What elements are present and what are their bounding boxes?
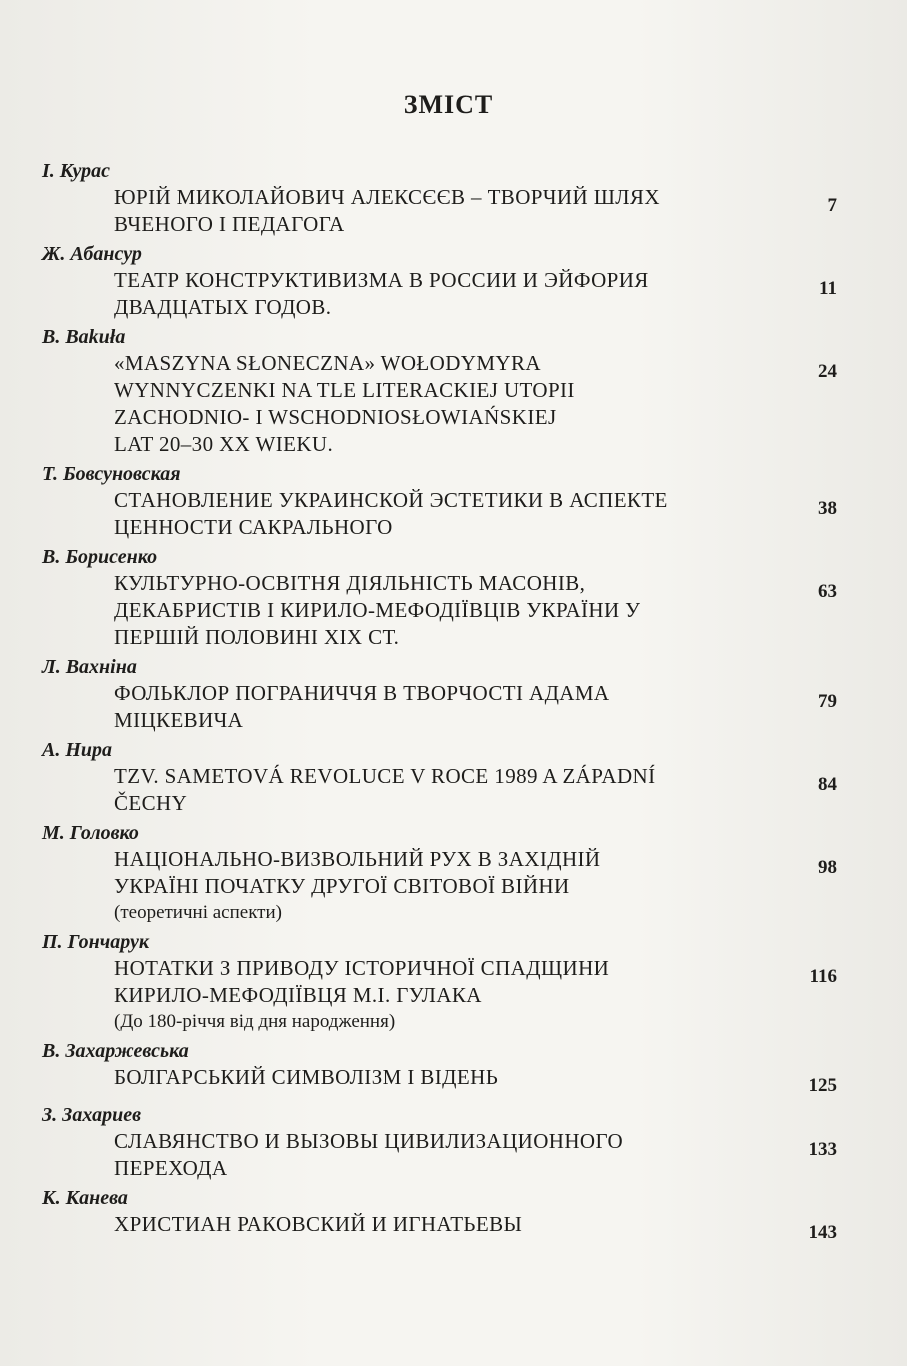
toc-entry: [40, 1038, 837, 1099]
entry-author: І. Курас: [42, 160, 110, 182]
entry-title-line: ВЧЕНОГО І ПЕДАГОГА: [114, 212, 345, 236]
entry-page-number: 38: [818, 498, 837, 519]
entry-title-line: КИРИЛО-МЕФОДІЇВЦЯ М.І. ГУЛАКА: [114, 983, 482, 1007]
entry-title-line: ХРИСТИАН РАКОВСКИЙ И ИГНАТЬЕВЫ: [114, 1212, 523, 1236]
entry-title-line: TZV. SAMETOVÁ REVOLUCE V ROCE 1989 A ZÁPADNÍ: [114, 764, 656, 788]
toc-entry: [40, 820, 837, 926]
entry-title: [114, 1128, 777, 1182]
entry-author: М. Головко: [42, 822, 139, 844]
toc-entry: [40, 544, 837, 651]
entry-page-number: 125: [808, 1075, 837, 1096]
entry-title: [114, 1064, 777, 1091]
entry-title-line: WYNNYCZENKI NA TLE LITERACKIEJ UTOPII: [114, 378, 575, 402]
entry-page-number: 143: [808, 1222, 837, 1243]
entry-page-number: 133: [808, 1139, 837, 1160]
entry-title-line: НАЦІОНАЛЬНО-ВИЗВОЛЬНИЙ РУХ В ЗАХІДНІЙ: [114, 847, 601, 871]
entry-body: [40, 763, 837, 817]
page-title: ЗМІСТ: [403, 90, 494, 119]
toc-entry: [40, 158, 837, 238]
entry-title: [114, 267, 777, 321]
entry-title-line: ČECHY: [114, 791, 188, 815]
entry-author: Ж. Абансур: [42, 243, 142, 265]
entry-page-number: 24: [818, 361, 837, 382]
entry-author: П. Гончарук: [42, 931, 149, 953]
entry-subtitle: (До 180-річчя від дня народження): [114, 1011, 396, 1032]
entry-page-number: 63: [818, 581, 837, 602]
entry-body: [40, 184, 837, 238]
entry-title: [114, 763, 777, 817]
entry-title-line: ДЕКАБРИСТІВ І КИРИЛО-МЕФОДІЇВЦІВ УКРАЇНИ У: [114, 598, 641, 622]
entry-title: [114, 1211, 777, 1238]
entry-author: A. Hupa: [42, 739, 113, 761]
toc-entry: [40, 737, 837, 817]
toc-entry: [40, 1102, 837, 1182]
entry-title-line: LAT 20–30 XX WIEKU.: [114, 432, 334, 456]
entry-author: В. Захаржевська: [42, 1040, 189, 1062]
entry-title-line: ЦЕННОСТИ САКРАЛЬНОГО: [114, 515, 393, 539]
entry-body: [40, 680, 837, 734]
entry-body: [40, 267, 837, 321]
entry-page-number: 98: [818, 857, 837, 878]
entry-body: [40, 846, 837, 926]
entry-body: [40, 1128, 837, 1182]
entry-author: К. Канева: [42, 1187, 128, 1209]
entry-page-number: 11: [819, 278, 837, 299]
entry-title-line: СТАНОВЛЕНИЕ УКРАИНСКОЙ ЭСТЕТИКИ В АСПЕКТЕ: [114, 488, 668, 512]
toc-entry: [40, 929, 837, 1035]
entry-page-number: 84: [818, 774, 837, 795]
entry-body: [40, 570, 837, 651]
entry-page-number: 7: [827, 195, 837, 216]
toc-entry: [40, 241, 837, 321]
entry-title-line: ПЕРЕХОДА: [114, 1156, 228, 1180]
entry-author: Л. Вахніна: [42, 656, 137, 678]
entry-title-line: УКРАЇНІ ПОЧАТКУ ДРУГОЇ СВІТОВОЇ ВІЙНИ: [114, 874, 570, 898]
entry-author: З. Захариев: [42, 1104, 142, 1126]
entry-title-line: БОЛГАРСЬКИЙ СИМВОЛІЗМ І ВІДЕНЬ: [114, 1065, 499, 1089]
entry-title-line: МІЦКЕВИЧА: [114, 708, 244, 732]
toc-entry: [40, 324, 837, 458]
entry-author: Т. Бовсуновская: [42, 463, 181, 485]
entry-title: [114, 184, 777, 238]
entry-title: [114, 846, 777, 926]
entry-title: [114, 487, 777, 541]
entry-author: В. Борисенко: [42, 546, 158, 568]
toc-entry: [40, 654, 837, 734]
entry-title-line: КУЛЬТУРНО-ОСВІТНЯ ДІЯЛЬНІСТЬ МАСОНІВ,: [114, 571, 586, 595]
entry-title: [114, 350, 777, 458]
entry-body: [40, 1064, 837, 1099]
entry-body: [40, 487, 837, 541]
entry-title-line: СЛАВЯНСТВО И ВЫЗОВЫ ЦИВИЛИЗАЦИОННОГО: [114, 1129, 624, 1153]
entry-title-line: ПЕРШІЙ ПОЛОВИНІ XIX СТ.: [114, 625, 400, 649]
toc-entry: [40, 461, 837, 541]
entry-title-line: ЮРІЙ МИКОЛАЙОВИЧ АЛЕКСЄЄВ – ТВОРЧИЙ ШЛЯХ: [114, 185, 660, 209]
entry-title: [114, 680, 777, 734]
entry-title-line: ФОЛЬКЛОР ПОГРАНИЧЧЯ В ТВОРЧОСТІ АДАМА: [114, 681, 610, 705]
entry-title: [114, 570, 777, 651]
entry-title-line: ZACHODNIO- I WSCHODNIOSŁOWIAŃSKIEJ: [114, 405, 557, 429]
entry-title-line: ТЕАТР КОНСТРУКТИВИЗМА В РОССИИ И ЭЙФОРИЯ: [114, 268, 649, 292]
entry-body: [40, 1211, 837, 1246]
toc-list: [40, 158, 837, 1246]
entry-subtitle: (теоретичні аспекти): [114, 902, 282, 923]
entry-page-number: 79: [818, 691, 837, 712]
entry-title-line: НОТАТКИ З ПРИВОДУ ІСТОРИЧНОЇ СПАДЩИНИ: [114, 956, 610, 980]
entry-body: [40, 955, 837, 1035]
entry-page-number: 116: [809, 966, 837, 987]
entry-body: [40, 350, 837, 458]
entry-title: [114, 955, 777, 1035]
entry-author: B. Bakuła: [42, 326, 126, 348]
entry-title-line: «MASZYNA SŁONECZNA» WOŁODYMYRA: [114, 351, 541, 375]
entry-title-line: ДВАДЦАТЫХ ГОДОВ.: [114, 295, 332, 319]
toc-entry: [40, 1185, 837, 1246]
